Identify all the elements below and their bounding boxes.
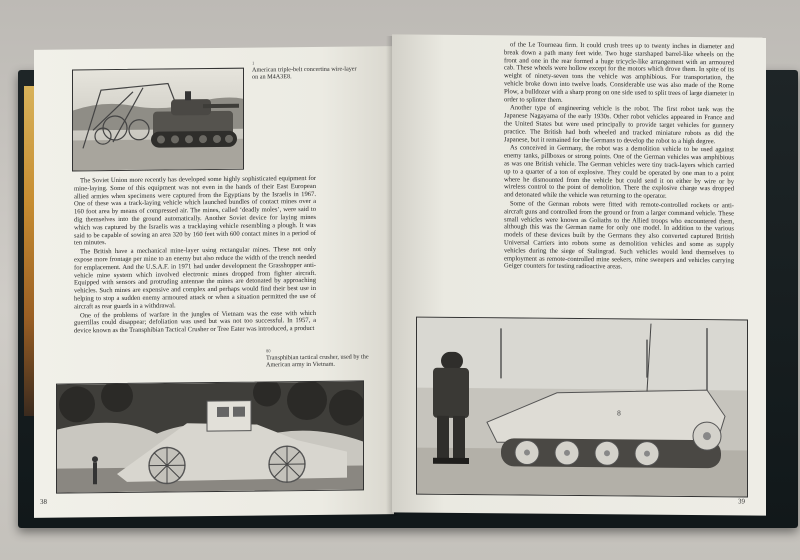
photo-wire-layer-tank-image [73,69,243,171]
page-number-right: 39 [738,497,745,506]
paragraph: The British have a mechanical mine-layer using rectangular mines. These not only expose more frontage per mine to an enemy but also reduce the width of the trench needed for emplacement. And the U.S.A.F. in 1971 had under development the Grasshopper anti-vehicle mine system which involved electronic mines dropped from fighter aircraft. Equipped with sensors and protruding antennae the mines are detonated by approaching vehicles. Such mines are expensive and complex and perhaps would find their best use in helping to stop a sudden enemy armoured attack or when a situation permitted the use of aircraft as rear guards in a withdrawal. [74,246,316,311]
paragraph: The Soviet Union more recently has developed some highly sophisticated equipment for mine-laying. Some of this equipment was not even in the hands of their East European allied armies when specimens were captured from the Egyptians by the Israelis in 1967. One of these was a track-laying vehicle which launched bundles of contact mines over a 160 foot area by means of compressed air. The mines, called ‘deadly moles’, were said to dig themselves into the ground automatically. Another Soviet device for laying mines which was captured by the Israelis was a tracklaying vehicle resembling a plough. It was said to be capable of sowing an area 320 by 160 feet with 600 contact mines in a period of ten minutes. [74,174,316,247]
caption-text: Transphibian tactical crusher, used by the American army in Vietnam. [266,353,369,369]
paragraph: Some of the German robots were fitted with remote-controlled rockets or anti-aircraft guns and controlled from the ground or from a larger command vehicle. These small vehicles were known as Goliaths to the Allied troops who encountered them, although this was the German name for only one model. In addition to the various models of these devices built by the Germans they also converted captured British Universal Carriers into robots some as demolition vehicles and some as supply vehicles during the siege of Stalingrad. Such vehicles would lend themselves to employment as remote-controlled mine seekers, mine sweepers and vehicles carrying Geiger counters for testing radioactive areas. [504,200,734,271]
photo-demolition-vehicle [416,317,748,498]
left-page [34,46,394,518]
caption-number: 1 [252,60,255,66]
right-body-text [504,41,734,273]
paragraph: of the Le Tourneau firm. It could crush trees up to twenty inches in diameter and break down a path many feet wide. Two huge starshaped barrel-like wheels on the front and one in the rear formed a huge tricycle-like arrangement with an armoured cab. These wheels were hollow except for the motors which drove them. In spite of its weight of ninety-seven tons the vehicle was amphibious. For transportation, the vehicle broke down into twelve loads. Considerable use was also made of the Rome Plow, a bulldozer with a sharp prong on one side used to split trees of large diameter in order to splinter them. [504,41,734,104]
right-page [392,34,766,515]
caption-text: American triple-belt concertina wire-layer on an M4A3E8. [252,65,357,81]
caption-number: 80 [266,348,271,354]
left-body-text [74,175,316,336]
caption-crusher [266,346,386,368]
paragraph: As conceived in Germany, the robot was a demolition vehicle to be used against enemy tanks, pillboxes or strong points. One of the German vehicles was amphibious as was one British vehicle. The German vehicles were tiny track-layers which carried up to a quarter of a ton of explosive. They could be operated by one man to a point where he dismounted from the vehicle but could send it on either by wire or by wireless control to the point of demolition. There the explosive charge was dropped and detonated while the vehicle was returning to the operator. [504,144,734,200]
photo-tree-crusher [56,380,364,493]
photo-tree-crusher-image [57,381,363,492]
photo-wire-layer-tank [72,68,244,172]
page-number-left: 38 [40,497,47,506]
svg-text:8: 8 [617,410,621,418]
paragraph: One of the problems of warfare in the jungles of Vietnam was the ease with which guerrillas could disappear; defoliation was used but was not too successful. In 1957, a device known as the Transphibian Tactical Crusher or Tree Eater was introduced, a product [74,309,316,335]
paragraph: Another type of engineering vehicle is the robot. The first robot tank was the Japanese Nagayama of the early 1930s. Other robot vehicles appeared in France and the United States but were used principally to provide target vehicles for gunnery practice. The British had both wheeled and tracked miniature robots as did the Japanese, but it remained for the Germans to develop the robot to a high degree. [504,104,734,145]
photo-demolition-vehicle-image [417,318,747,497]
caption-wire-layer [252,58,362,80]
